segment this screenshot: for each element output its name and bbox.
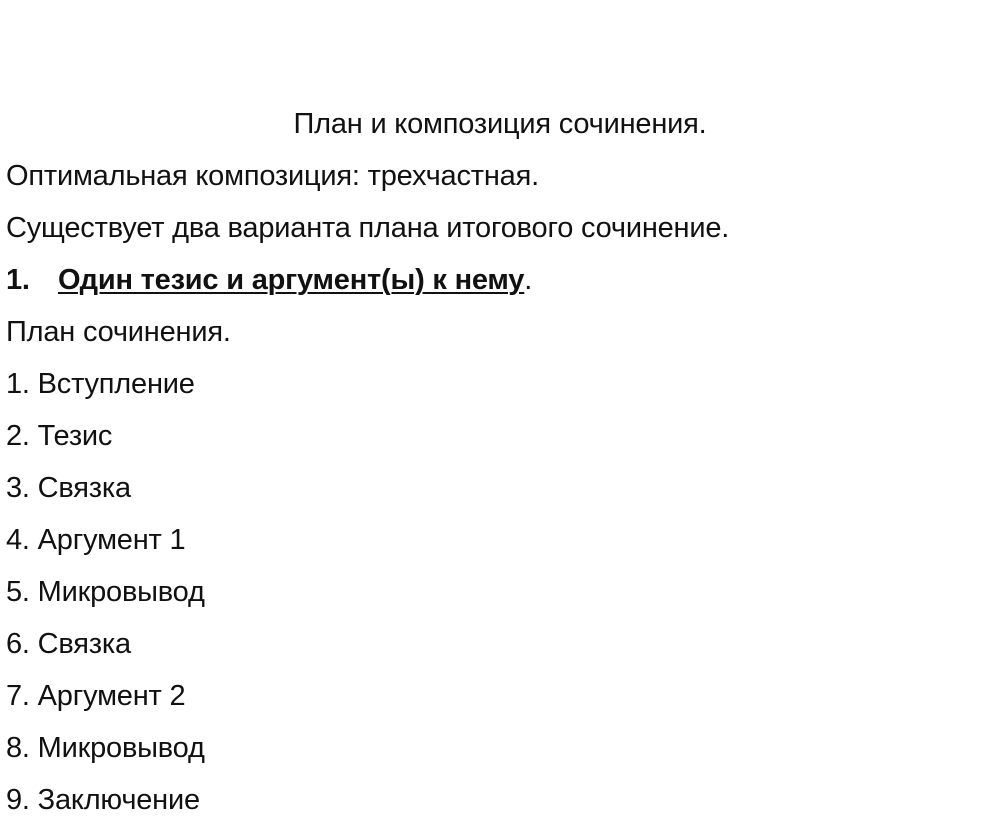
section-heading-number: 1. [6, 264, 30, 296]
plan-item: 9. Заключение [6, 784, 200, 816]
plan-item: 1. Вступление [6, 368, 195, 400]
plan-item: 3. Связка [6, 472, 131, 504]
plan-item: 5. Микровывод [6, 576, 205, 608]
intro-line-composition: Оптимальная композиция: трехчастная. [6, 160, 539, 192]
page-title: План и композиция сочинения. [293, 108, 707, 140]
section-heading-period: . [524, 264, 533, 296]
plan-item: 8. Микровывод [6, 732, 205, 764]
plan-item: 6. Связка [6, 628, 131, 660]
plan-label: План сочинения. [6, 316, 231, 348]
plan-item: 4. Аргумент 1 [6, 524, 186, 556]
intro-line-variants: Существует два варианта плана итогового сочинение. [6, 212, 730, 244]
section-heading-text: Один тезис и аргумент(ы) к нему [58, 264, 525, 296]
section-heading [6, 262, 532, 298]
plan-item: 7. Аргумент 2 [6, 680, 186, 712]
plan-item: 2. Тезис [6, 420, 113, 452]
